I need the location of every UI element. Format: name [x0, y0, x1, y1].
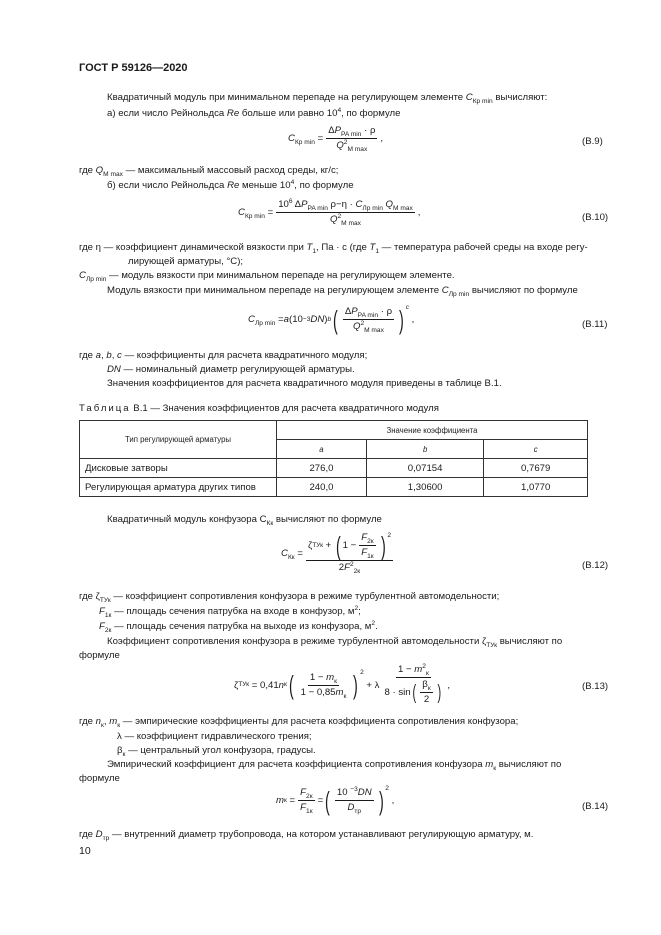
table-header-type: Тип регулирующей арматуры	[80, 421, 277, 459]
paragraph-quad-module: Квадратичный модуль при минимальном перепаде на регулирующем элементе $C_{Кр min}$ вычисляют:	[107, 92, 548, 105]
page-number: 10	[79, 845, 91, 857]
paragraph-beta-def: $\beta_к$ — центральный угол конфузора, градусы.	[117, 745, 316, 758]
table-caption: Таблица В.1 — Значения коэффициентов для расчета квадратичного модуля	[79, 403, 439, 414]
formula-b9: $C_{Кр min}$ = $\frac{\Delta P_{PA min} \cdot \rho}{Q^2_{M max}}$ ,	[288, 125, 384, 153]
paragraph-nk-mk-def: где $n_к$, $m_к$ — эмпирические коэффициенты для расчета коэффициента сопротивления конфузора;	[79, 716, 519, 729]
paragraph-lambda-def: λ — коэффициент гидравлического трения;	[117, 731, 312, 742]
document-header: ГОСТ Р 59126—2020	[79, 62, 188, 74]
paragraph-dtr-def: где $D_{тр}$ — внутренний диаметр трубопровода, на котором устанавливают регулирующую арматуру, м.	[79, 829, 534, 842]
paragraph-f2-def: $F_{2к}$ — площадь сечения патрубка на выходе из конфузора, $м^2$.	[99, 619, 378, 634]
paragraph-abc-def: где a, b, c — коэффициенты для расчета квадратичного модуля;	[79, 350, 368, 361]
table-row	[80, 478, 588, 497]
table-cell-c: 1,0770	[484, 478, 588, 497]
paragraph-formula-word: формуле	[79, 650, 120, 661]
equation-number-b11: (В.11)	[582, 319, 608, 330]
equation-number-b13: (В.13)	[582, 681, 609, 692]
formula-b11: $C_{Лр min}$ = a (10 −3 DN ) b ( $\frac{\Delta P_{PA min} \cdot \rho}{Q^2_{M max}}$ ) $^c$ ,	[248, 303, 415, 335]
table-cell-b: 1,30600	[366, 478, 483, 497]
paragraph-confuser-module: Квадратичный модуль конфузора $С_{Кк}$ вычисляют по формуле	[107, 514, 382, 527]
table-cell-c: 0,7679	[484, 459, 588, 478]
formula-b14: m к = $\frac{F_{2к}}{F_{1к}}$ = ( $\frac{10 ^{-3}DN}{D_{тр}}$ ) $^2$ ,	[276, 784, 395, 816]
paragraph-dn-def: DN — номинальный диаметр регулирующей арматуры.	[107, 364, 355, 375]
paragraph-eta-def-cont: лирующей арматуры, °С);	[128, 256, 244, 267]
paragraph-f1-def: $F_{1к}$ — площадь сечения патрубка на входе в конфузор, $м^2$;	[99, 604, 361, 619]
formula-b13: ζ ТУк = 0,41 n к ( $\frac{1 - m_к}{1 - 0,85m_к}$ ) $^2$ + λ $1 - m^2_к$ 8 · sin( $\frac{\beta_к}{2}$ ) ,	[234, 662, 451, 705]
paragraph-table-ref: Значения коэффициентов для расчета квадратичного модуля приведены в таблице В.1.	[107, 378, 502, 389]
paragraph-formula-word-2: формуле	[79, 773, 120, 784]
table-row	[80, 459, 588, 478]
table-header-a: a	[277, 440, 367, 459]
paragraph-empirical-coef: Эмпирический коэффициент для расчета коэффициента сопротивления конфузора $m_к$ вычисляют по	[107, 759, 562, 772]
paragraph-eta-def: где η — коэффициент динамической вязкости при $T_1$, Па · с (где $T_1$ — температура рабочей среды на входе регу-	[79, 242, 588, 255]
paragraph-case-b: б) если число Рейнольдса Re меньше $10^4$, по формуле	[107, 178, 354, 191]
paragraph-viscosity-module: Модуль вязкости при минимальном перепаде на регулирующем элементе $С_{Лр min}$ вычисляют по формуле	[107, 285, 578, 298]
paragraph-cl-def: $C_{Лр min}$ — модуль вязкости при минимальном перепаде на регулирующем элементе.	[79, 270, 455, 283]
table-header-value: Значение коэффициента	[277, 421, 588, 440]
table-cell-type: Дисковые затворы	[80, 459, 277, 478]
paragraph-case-a: а) если число Рейнольдса Re больше или равно $10^4$, по формуле	[107, 106, 401, 119]
table-cell-b: 0,07154	[366, 459, 483, 478]
table-cell-a: 240,0	[277, 478, 367, 497]
table-header-c: c	[484, 440, 588, 459]
formula-b12: $C_{Кк}$ = ζ ТУк + ( 1 − $\frac{F_{2к}}{F_{1к}}$ ) $^2$ $2F^2_{2к}$	[281, 530, 391, 575]
coefficient-table	[79, 420, 588, 497]
paragraph-zeta-def: где $\zeta_{ТУк}$ — коэффициент сопротивления конфузора в режиме турбулентной автомодельности;	[79, 591, 500, 604]
formula-b10: $C_{Кр min}$ = $\frac{10^6 \Delta P_{PA min} \rho-\eta \cdot C_{Лр min} Q_{M max}}{Q^2_{M max}}$ ,	[238, 197, 421, 227]
equation-number-b12: (В.12)	[582, 560, 609, 571]
paragraph-resistance-coef: Коэффициент сопротивления конфузора в режиме турбулентной автомодельности $\zeta_{ТУк}$ вычисляют по	[107, 636, 563, 649]
paragraph-qm-def: где $Q_{M max}$ — максимальный массовый расход среды, кг/с;	[79, 165, 339, 178]
table-cell-type: Регулирующая арматура других типов	[80, 478, 277, 497]
table-header-b: b	[366, 440, 483, 459]
equation-number-b9: (В.9)	[582, 136, 603, 147]
equation-number-b10: (В.10)	[582, 212, 609, 223]
table-cell-a: 276,0	[277, 459, 367, 478]
equation-number-b14: (В.14)	[582, 801, 609, 812]
